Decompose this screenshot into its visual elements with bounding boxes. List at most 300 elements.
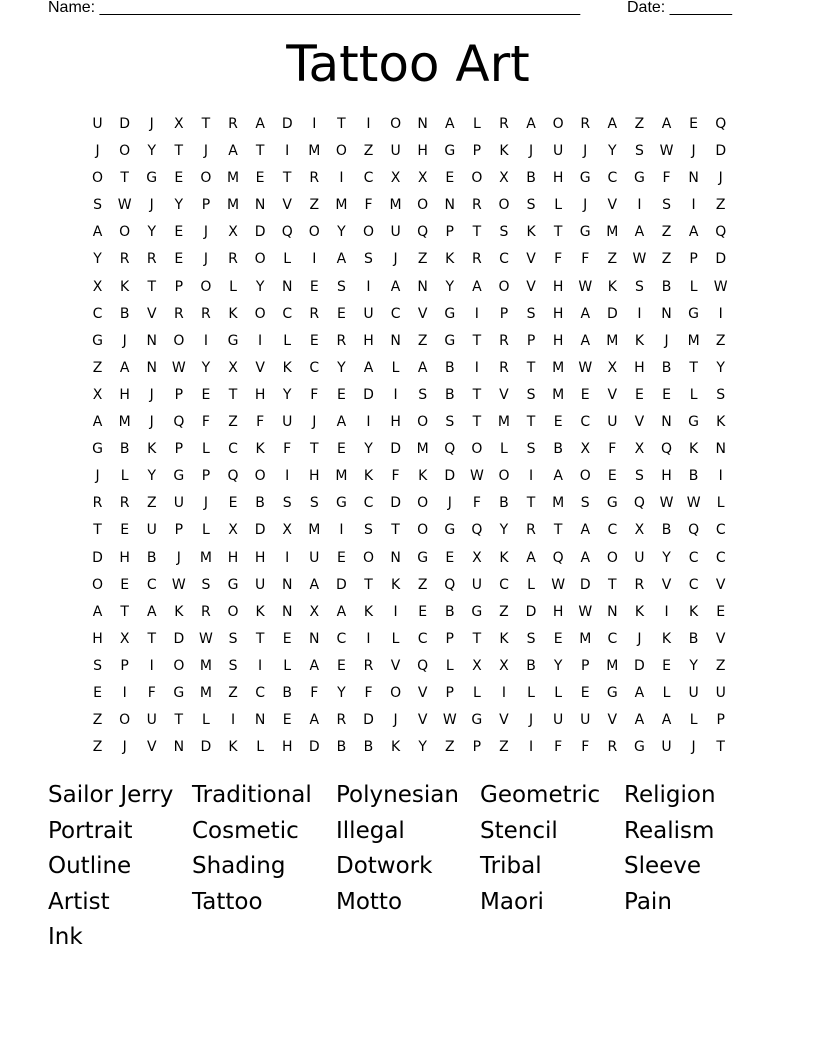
grid-letter: V	[417, 712, 428, 729]
grid-letter: B	[526, 657, 536, 674]
grid-letter: Y	[499, 522, 509, 539]
grid-letter: O	[92, 170, 104, 187]
grid-letter: P	[526, 332, 536, 349]
grid-letter: R	[580, 116, 591, 132]
grid-letter: C	[336, 630, 347, 647]
grid-letter: X	[472, 657, 482, 674]
date-field: Date: _______	[627, 0, 732, 16]
grid-letter: Q	[471, 522, 483, 539]
grid-letter: U	[553, 712, 564, 729]
grid-letter: Z	[661, 251, 672, 268]
grid-letter: I	[366, 116, 371, 132]
grid-letter: U	[309, 549, 320, 566]
grid-letter: Q	[688, 522, 700, 539]
grid-letter: W	[469, 468, 484, 485]
grid-row	[84, 111, 734, 138]
grid-letter: B	[688, 468, 699, 485]
grid-letter: N	[390, 549, 401, 566]
grid-letter: D	[119, 116, 131, 132]
grid-letter: Z	[92, 739, 103, 756]
grid-letter: D	[715, 143, 727, 160]
grid-letter: B	[688, 630, 699, 647]
grid-letter: I	[312, 251, 317, 268]
grid-letter: C	[499, 251, 509, 268]
grid-letter: M	[606, 224, 619, 241]
grid-row	[84, 436, 734, 463]
grid-letter: E	[93, 684, 102, 701]
grid-letter: X	[119, 630, 130, 647]
grid-letter: N	[281, 603, 293, 620]
grid-letter: D	[254, 522, 266, 539]
grid-letter: I	[393, 603, 398, 620]
grid-letter: R	[471, 251, 482, 268]
word-list-item: Shading	[192, 853, 286, 880]
grid-letter: K	[363, 603, 374, 620]
grid-letter: S	[445, 414, 455, 431]
grid-letter: J	[583, 143, 588, 160]
grid-letter: S	[309, 495, 319, 512]
grid-letter: D	[92, 549, 103, 566]
grid-letter: R	[634, 576, 645, 593]
grid-letter: R	[92, 495, 103, 512]
grid-letter: V	[526, 278, 536, 295]
grid-letter: D	[444, 468, 456, 485]
grid-letter: Z	[499, 739, 509, 756]
grid-letter: G	[606, 495, 618, 512]
grid-letter: T	[93, 522, 102, 539]
grid-letter: S	[526, 441, 536, 458]
grid-letter: N	[444, 197, 455, 214]
grid-letter: E	[634, 386, 644, 403]
grid-letter: A	[363, 359, 374, 376]
grid-letter: E	[418, 603, 428, 620]
grid-letter: N	[661, 305, 672, 322]
word-list-item: Religion	[624, 782, 716, 808]
grid-letter: Q	[227, 468, 239, 485]
grid-row	[84, 409, 734, 436]
grid-letter: K	[363, 468, 374, 485]
grid-letter: Z	[228, 684, 238, 701]
grid-letter: Y	[716, 359, 725, 376]
grid-letter: O	[308, 224, 320, 241]
grid-letter: J	[203, 224, 208, 241]
grid-letter: L	[689, 712, 698, 729]
grid-letter: I	[258, 657, 263, 674]
grid-letter: B	[553, 441, 563, 458]
grid-letter: D	[525, 603, 537, 620]
grid-letter: T	[472, 332, 482, 349]
grid-letter: Z	[634, 116, 645, 132]
grid-letter: K	[174, 603, 184, 620]
word-list-item: Polynesian	[336, 782, 459, 808]
grid-letter: V	[417, 305, 428, 322]
word-list-item: Ink	[48, 924, 83, 951]
grid-letter: A	[228, 143, 238, 160]
grid-letter: G	[417, 549, 429, 566]
grid-letter: A	[336, 251, 347, 268]
grid-letter: J	[149, 197, 154, 214]
grid-letter: F	[608, 441, 617, 458]
word-list-item: Maori	[480, 888, 544, 915]
grid-letter: S	[634, 143, 644, 160]
grid-letter: T	[553, 522, 563, 539]
grid-letter: Z	[661, 224, 672, 241]
grid-letter: W	[632, 251, 647, 268]
grid-letter: A	[146, 603, 157, 620]
grid-letter: Z	[417, 332, 428, 349]
grid-letter: H	[254, 549, 266, 566]
grid-letter: O	[552, 116, 564, 132]
grid-letter: D	[336, 576, 347, 593]
grid-letter: T	[147, 630, 157, 647]
grid-letter: K	[255, 441, 265, 458]
grid-letter: M	[552, 386, 565, 403]
grid-letter: D	[390, 441, 401, 458]
grid-letter: S	[662, 197, 671, 214]
grid-letter: S	[228, 630, 238, 647]
grid-letter: E	[580, 684, 590, 701]
grid-letter: W	[442, 712, 457, 729]
grid-letter: P	[581, 657, 590, 674]
grid-letter: X	[607, 359, 618, 376]
grid-letter: I	[203, 332, 208, 349]
grid-letter: I	[122, 684, 127, 701]
grid-letter: B	[363, 739, 374, 756]
grid-letter: J	[664, 332, 669, 349]
grid-letter: E	[174, 224, 184, 241]
grid-letter: N	[309, 630, 320, 647]
grid-letter: A	[417, 359, 428, 376]
grid-letter: G	[173, 684, 185, 701]
grid-letter: M	[579, 630, 592, 647]
grid-letter: L	[120, 468, 129, 485]
grid-letter: S	[526, 197, 536, 214]
grid-letter: A	[255, 116, 265, 132]
grid-letter: H	[661, 468, 672, 485]
grid-letter: P	[445, 630, 454, 647]
grid-letter: K	[716, 414, 726, 431]
grid-letter: O	[471, 441, 483, 458]
grid-letter: S	[418, 386, 428, 403]
grid-letter: S	[526, 305, 536, 322]
grid-row	[84, 192, 734, 219]
grid-letter: G	[579, 170, 591, 187]
grid-letter: M	[308, 522, 321, 539]
grid-letter: Z	[715, 332, 726, 349]
grid-letter: U	[173, 495, 184, 512]
grid-letter: H	[552, 603, 564, 620]
grid-letter: R	[363, 657, 374, 674]
grid-letter: Q	[661, 441, 673, 458]
grid-letter: E	[607, 468, 617, 485]
grid-letter: L	[229, 278, 237, 295]
grid-letter: R	[228, 251, 238, 268]
grid-letter: M	[308, 143, 321, 160]
grid-row	[84, 382, 734, 409]
grid-letter: A	[580, 332, 591, 349]
grid-letter: Y	[282, 386, 292, 403]
grid-letter: U	[553, 143, 564, 160]
grid-letter: O	[606, 549, 618, 566]
grid-letter: S	[364, 522, 373, 539]
grid-letter: R	[607, 739, 618, 756]
grid-letter: S	[336, 278, 346, 295]
grid-letter: U	[146, 522, 157, 539]
grid-letter: Q	[281, 224, 293, 241]
grid-letter: U	[634, 549, 645, 566]
grid-letter: M	[226, 197, 240, 214]
grid-letter: C	[607, 170, 618, 187]
grid-letter: A	[309, 712, 320, 729]
grid-letter: T	[310, 441, 319, 458]
grid-letter: K	[526, 224, 536, 241]
grid-letter: T	[282, 170, 292, 187]
grid-letter: G	[444, 305, 456, 322]
grid-row	[84, 138, 734, 165]
grid-letter: H	[390, 414, 401, 431]
grid-letter: S	[364, 251, 373, 268]
grid-letter: K	[689, 441, 699, 458]
grid-letter: I	[312, 116, 317, 132]
grid-letter: N	[281, 278, 293, 295]
grid-letter: Y	[201, 359, 211, 376]
grid-letter: A	[92, 414, 103, 431]
grid-letter: O	[390, 116, 402, 132]
grid-letter: K	[445, 251, 455, 268]
word-list-item: Traditional	[192, 782, 312, 808]
grid-letter: M	[199, 657, 212, 674]
grid-letter: I	[393, 386, 398, 403]
grid-letter: M	[199, 549, 212, 566]
grid-letter: H	[552, 170, 564, 187]
grid-letter: W	[171, 576, 186, 593]
grid-letter: F	[364, 197, 373, 214]
grid-letter: C	[688, 549, 699, 566]
word-list-item: Stencil	[480, 817, 558, 844]
grid-letter: T	[147, 278, 157, 295]
grid-letter: L	[527, 576, 535, 593]
grid-letter: E	[662, 657, 671, 674]
grid-letter: V	[499, 712, 509, 729]
grid-row	[84, 219, 734, 246]
grid-letter: U	[715, 684, 726, 701]
grid-letter: R	[201, 305, 211, 322]
grid-letter: E	[336, 657, 346, 674]
grid-letter: L	[283, 657, 292, 674]
grid-letter: N	[281, 576, 293, 593]
grid-letter: E	[174, 251, 184, 268]
grid-letter: E	[336, 305, 346, 322]
grid-letter: Z	[417, 251, 428, 268]
grid-letter: R	[336, 712, 347, 729]
grid-letter: Q	[633, 495, 645, 512]
grid-letter: P	[689, 251, 698, 268]
grid-letter: X	[92, 386, 103, 403]
name-field: Name: ______________________________________________________	[48, 0, 581, 16]
grid-letter: C	[146, 576, 157, 593]
grid-letter: E	[445, 549, 455, 566]
grid-letter: J	[583, 197, 588, 214]
grid-letter: R	[309, 305, 320, 322]
grid-letter: D	[308, 739, 320, 756]
grid-letter: T	[120, 170, 129, 187]
grid-letter: O	[119, 143, 131, 160]
word-list-item: Motto	[336, 888, 403, 915]
grid-letter: C	[363, 170, 374, 187]
grid-letter: S	[634, 468, 644, 485]
grid-letter: J	[95, 143, 100, 160]
grid-letter: T	[255, 630, 265, 647]
grid-letter: T	[716, 739, 725, 756]
grid-letter: N	[146, 332, 157, 349]
grid-letter: T	[120, 603, 129, 620]
grid-letter: L	[202, 522, 210, 539]
grid-letter: U	[282, 414, 293, 431]
grid-letter: F	[472, 495, 481, 512]
grid-letter: D	[606, 305, 618, 322]
grid-letter: G	[471, 712, 483, 729]
grid-letter: V	[634, 414, 645, 431]
grid-letter: A	[580, 522, 591, 539]
grid-letter: N	[417, 278, 428, 295]
grid-letter: D	[363, 712, 374, 729]
grid-letter: I	[664, 603, 669, 620]
grid-letter: X	[282, 522, 292, 539]
grid-letter: K	[390, 576, 401, 593]
grid-letter: Q	[552, 549, 564, 566]
grid-letter: K	[228, 739, 238, 756]
grid-letter: H	[552, 305, 564, 322]
grid-letter: J	[312, 414, 317, 431]
grid-letter: I	[149, 657, 154, 674]
grid-letter: E	[282, 630, 292, 647]
grid-letter: L	[391, 359, 400, 376]
grid-letter: O	[173, 332, 185, 349]
grid-letter: B	[444, 603, 455, 620]
grid-letter: T	[553, 224, 563, 241]
grid-letter: N	[254, 712, 266, 729]
grid-letter: G	[688, 414, 700, 431]
word-list-item: Outline	[48, 853, 132, 880]
grid-letter: Q	[715, 116, 727, 132]
grid-letter: R	[471, 197, 482, 214]
grid-letter: F	[256, 414, 265, 431]
grid-letter: P	[472, 143, 482, 160]
grid-letter: G	[444, 143, 456, 160]
word-list-item: Dotwork	[336, 853, 433, 880]
grid-letter: A	[688, 224, 699, 241]
grid-letter: L	[445, 657, 454, 674]
grid-letter: F	[147, 684, 156, 701]
word-list-item: Portrait	[48, 817, 133, 844]
grid-letter: W	[578, 359, 593, 376]
grid-row	[84, 545, 734, 572]
grid-letter: T	[174, 712, 184, 729]
word-list-item: Illegal	[336, 817, 405, 844]
grid-letter: M	[552, 359, 565, 376]
grid-letter: L	[391, 630, 400, 647]
grid-letter: T	[174, 143, 184, 160]
grid-letter: B	[526, 170, 536, 187]
grid-letter: C	[688, 576, 699, 593]
grid-letter: O	[498, 468, 510, 485]
grid-letter: O	[498, 278, 510, 295]
grid-letter: D	[634, 657, 645, 674]
grid-letter: N	[173, 739, 185, 756]
grid-letter: S	[580, 495, 590, 512]
grid-letter: I	[474, 359, 479, 376]
grid-letter: G	[606, 684, 618, 701]
grid-letter: I	[366, 630, 371, 647]
word-list-item: Sleeve	[624, 853, 702, 880]
grid-letter: J	[122, 332, 127, 349]
grid-letter: I	[691, 197, 696, 214]
grid-letter: U	[607, 414, 618, 431]
grid-letter: I	[258, 332, 263, 349]
grid-letter: W	[686, 495, 701, 512]
grid-letter: O	[417, 414, 429, 431]
grid-letter: T	[364, 576, 373, 593]
grid-letter: S	[499, 224, 509, 241]
grid-letter: T	[472, 414, 482, 431]
grid-letter: X	[634, 441, 645, 458]
grid-letter: D	[363, 386, 374, 403]
grid-row	[84, 274, 734, 301]
grid-row	[84, 572, 734, 599]
grid-letter: R	[119, 495, 130, 512]
grid-letter: X	[580, 441, 591, 458]
grid-letter: F	[364, 684, 373, 701]
grid-letter: A	[634, 684, 645, 701]
grid-letter: A	[336, 603, 347, 620]
grid-letter: O	[498, 197, 510, 214]
grid-letter: S	[93, 657, 102, 674]
grid-letter: H	[552, 278, 564, 295]
grid-letter: J	[528, 143, 534, 160]
grid-letter: R	[309, 170, 320, 187]
grid-letter: P	[445, 684, 454, 701]
grid-letter: Z	[92, 359, 103, 376]
grid-letter: E	[120, 522, 130, 539]
grid-letter: N	[146, 359, 157, 376]
grid-letter: F	[554, 251, 563, 268]
grid-letter: H	[254, 386, 266, 403]
grid-letter: S	[282, 495, 292, 512]
grid-letter: G	[633, 739, 645, 756]
grid-letter: I	[637, 305, 642, 322]
grid-letter: S	[634, 278, 644, 295]
grid-letter: R	[499, 332, 509, 349]
grid-letter: K	[607, 278, 617, 295]
grid-letter: T	[391, 522, 400, 539]
grid-letter: B	[255, 495, 265, 512]
grid-letter: R	[201, 603, 211, 620]
grid-letter: J	[528, 712, 534, 729]
grid-row	[84, 626, 734, 653]
grid-letter: V	[146, 305, 157, 322]
grid-letter: G	[471, 603, 483, 620]
grid-letter: Y	[689, 657, 698, 674]
grid-letter: F	[201, 414, 210, 431]
grid-letter: O	[254, 305, 266, 322]
grid-letter: X	[309, 603, 320, 620]
grid-letter: Y	[662, 549, 671, 566]
grid-letter: A	[580, 549, 591, 566]
grid-letter: O	[254, 468, 266, 485]
grid-row	[84, 165, 734, 192]
grid-letter: T	[526, 495, 536, 512]
grid-row	[84, 734, 734, 761]
